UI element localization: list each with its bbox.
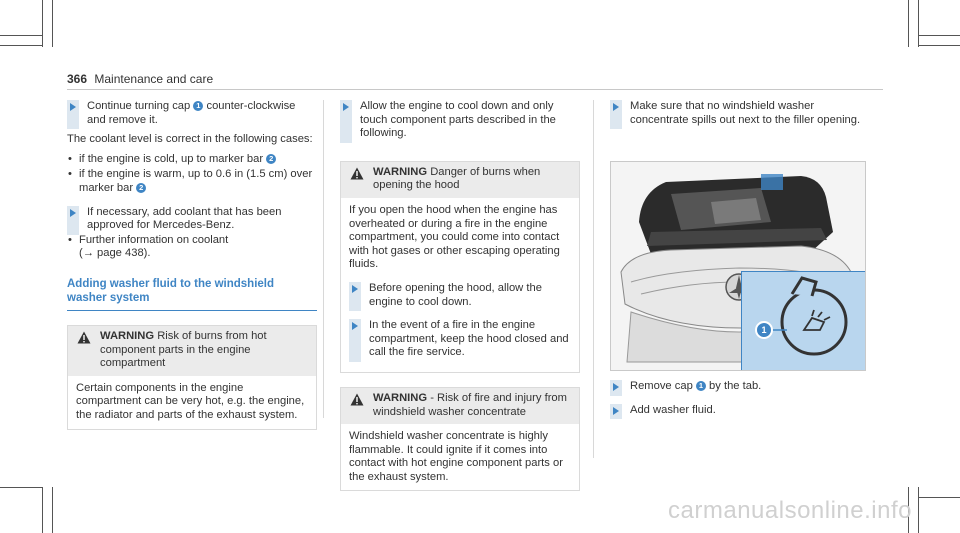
callout-marker-icon: 1 [755, 321, 773, 339]
warning-text: If you open the hood when the engine has overheated or during a fire in the engine compartment, you could come into contact with hot gases or other escaping operating fluids. [349, 203, 560, 271]
page-number: 366 [67, 72, 88, 86]
warning-label: WARNING [373, 391, 428, 404]
crop-mark [918, 497, 960, 498]
warning-title: Danger of burns when opening the hood [373, 165, 541, 192]
crop-mark [52, 0, 53, 47]
instruction-step: Remove cap 1 by the tab. [610, 380, 864, 394]
step-arrow-icon [613, 383, 619, 391]
instruction-step: Before opening the hood, allow the engine to cool down. [349, 282, 571, 309]
header-divider [67, 89, 883, 90]
marker-1-icon: 1 [193, 101, 203, 111]
warning-box [340, 387, 580, 492]
step-arrow-icon [352, 322, 358, 330]
step-arrow-icon [613, 103, 619, 111]
instruction-step: If necessary, add coolant that has been approved for Mercedes-Benz. [67, 206, 317, 233]
marker-1-icon: 1 [696, 381, 706, 391]
warning-title: Risk of burns from hot component parts in the engine compartment [100, 329, 267, 370]
instruction-step: Continue turning cap 1 counter-clockwise and remove it. [67, 100, 317, 127]
page-header [67, 72, 213, 86]
warning-triangle-icon [350, 393, 364, 406]
column-divider [323, 100, 324, 418]
warning-box [340, 161, 580, 373]
section-heading: Adding washer fluid to the windshield washer system [67, 277, 274, 304]
step-arrow-icon [70, 103, 76, 111]
crop-mark [42, 0, 43, 47]
crop-mark [918, 35, 960, 36]
instruction-step: Make sure that no windshield washer concentrate spills out next to the filler opening. [610, 100, 864, 127]
crop-mark [0, 45, 42, 46]
list-item: • if the engine is cold, up to marker bar 2 [67, 153, 317, 167]
crop-mark [908, 0, 909, 47]
paragraph: The coolant level is correct in the following cases: [67, 133, 313, 146]
warning-text: Windshield washer concentrate is highly flammable. It could ignite if it comes into contact with hot engine component parts or the exhaust system. [349, 430, 563, 483]
crop-mark [42, 487, 43, 533]
crop-mark [0, 487, 42, 488]
instruction-step: Add washer fluid. [610, 404, 864, 418]
crop-mark [918, 0, 919, 47]
marker-2-icon: 2 [266, 154, 276, 164]
warning-label: WARNING [100, 329, 155, 342]
step-arrow-icon [613, 407, 619, 415]
warning-triangle-icon [350, 167, 364, 180]
step-arrow-icon [352, 285, 358, 293]
column-divider [593, 100, 594, 458]
list-item: • if the engine is warm, up to 0.6 in (1.5 cm) over marker bar 2 [67, 168, 317, 195]
step-arrow-icon [70, 209, 76, 217]
step-arrow-icon [343, 103, 349, 111]
heading-rule [67, 310, 317, 311]
section-title: Maintenance and care [94, 72, 214, 86]
column-3-lower [610, 380, 864, 423]
watermark: carmanualsonline.info [668, 497, 912, 524]
column-3 [610, 100, 864, 133]
column-1 [67, 100, 317, 430]
page-reference-link[interactable]: (→ page 438). [79, 247, 151, 260]
warning-label: WARNING [373, 165, 428, 178]
washer-cap-detail-inset [741, 271, 865, 370]
crop-mark [918, 45, 960, 46]
instruction-step: In the event of a fire in the engine compartment, keep the hood closed and call the fire service. [349, 319, 571, 360]
warning-text: Certain components in the engine compartment can be very hot, e.g. the engine, the radiator and parts of the exhaust system. [76, 381, 305, 421]
crop-mark [0, 35, 42, 36]
marker-2-icon: 2 [136, 183, 146, 193]
warning-triangle-icon [77, 331, 91, 344]
warning-box [67, 325, 317, 430]
crop-mark [52, 487, 53, 533]
crop-mark [918, 487, 919, 533]
warning-title: - Risk of fire and injury from windshield washer concentrate [373, 391, 567, 418]
column-2 [340, 100, 580, 491]
list-item: • Further information on coolant (→ page 438). [67, 234, 317, 261]
instruction-step: Allow the engine to cool down and only touch component parts described in the following. [340, 100, 580, 141]
